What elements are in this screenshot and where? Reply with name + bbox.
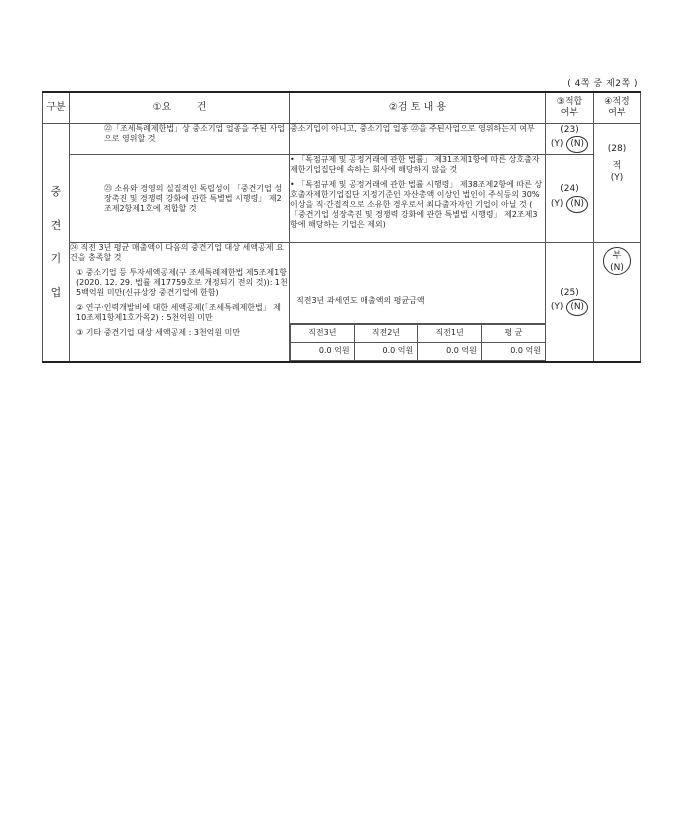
header-suitability-line1: ③적합 xyxy=(556,96,583,107)
requirement-24 xyxy=(70,243,290,362)
result-24-yes: (Y) xyxy=(550,198,564,209)
requirement-22: ㉒「조세특례제한법」상 중소기업 업종을 주된 사업으로 영위할 것 xyxy=(70,124,290,155)
review-22: 중소기업이 아니고, 중소기업 업종 ㉒을 주된사업으로 영위하는지 여부 xyxy=(290,124,546,155)
sales-value-3y: 0.0 억원 xyxy=(291,342,355,360)
requirement-24-title: ㉔ 직전 3년 평균 매출액이 다음의 중견기업 대상 세액공제 요건을 충족할 것 xyxy=(70,243,284,262)
category-char-4: 업 xyxy=(50,286,62,299)
review-23-item-1: • 「독점규제 및 공정거래에 관한 법률」 제31조제1항에 따른 상호출자제한기업집단에 속하는 회사에 해당하지 않을 것 xyxy=(290,155,540,174)
adequacy-bottom xyxy=(594,243,641,362)
result-23-yes: (Y) xyxy=(550,139,564,149)
result-23-no-circled: (N) xyxy=(566,136,588,153)
header-category: 구분 xyxy=(43,92,70,124)
requirement-23: ㉓ 소유와 경영의 실질적인 독립성이 「중견기업 성장촉진 및 경쟁력 강화에 관한 특별법 시행령」 제2조제2항제1호에 적합할 것 xyxy=(70,155,290,243)
sales-value-avg: 0.0 억원 xyxy=(481,342,545,360)
sales-col-3y: 직전3년 xyxy=(291,324,355,342)
result-23 xyxy=(546,124,594,155)
requirement-24-item-3: ③ 기타 중견기업 대상 세액공제 : 3천억원 미만 xyxy=(76,328,241,337)
sales-average-table xyxy=(290,324,545,361)
sales-col-avg: 평 균 xyxy=(481,324,545,342)
midsize-enterprise-review-table xyxy=(42,91,641,363)
sales-value-1y: 0.0 억원 xyxy=(418,342,482,360)
sales-col-1y: 직전1년 xyxy=(418,324,482,342)
result-23-number: (23) xyxy=(560,124,579,135)
adequacy-inappropriate-circled xyxy=(603,247,631,275)
sales-col-2y: 직전2년 xyxy=(354,324,418,342)
review-24-title: 직전3년 과세연도 매출액의 평균금액 xyxy=(290,268,545,324)
category-char-1: 중 xyxy=(50,184,62,198)
result-24-no-circled: (N) xyxy=(566,196,588,213)
review-23-item-2: • 「독점규제 및 공정거래에 관한 법률 시행령」 제38조제2항에 따른 상호출자제한기업집단 지정기준인 자산총액 이상인 법인이 주식등의 30%이상을 직·간접적으로 소유한 경우로서 최다출자자인 기업이 아닐 것 ( 「중견기업 성장촉진 및 경쟁력 강화에 관한 특별법 시행령」 제2조제3항에 해당하는 기업은 제외) xyxy=(290,180,543,229)
header-requirements: ①요 건 xyxy=(70,92,290,124)
result-25-number: (25) xyxy=(560,287,579,298)
adequacy-appropriate-label: 적 xyxy=(612,161,622,172)
header-adequacy-line2: 여부 xyxy=(608,108,626,118)
adequacy-appropriate-value: (Y) xyxy=(610,172,624,183)
header-suitability-line2: 여부 xyxy=(560,108,579,118)
header-suitability xyxy=(546,92,594,124)
header-adequacy xyxy=(594,92,641,124)
adequacy-inappropriate-label: 부 xyxy=(612,251,622,261)
sales-value-2y: 0.0 억원 xyxy=(354,342,418,360)
category-char-3: 기 xyxy=(50,252,62,266)
header-review: ②검 토 내 용 xyxy=(290,92,546,124)
header-adequacy-line1: ④적정 xyxy=(604,96,630,107)
result-24-number: (24) xyxy=(560,184,579,195)
category-char-2: 견 xyxy=(50,218,62,232)
page-number-label: ( 4쪽 중 제2쪽 ) xyxy=(567,79,638,89)
result-25-yes: (Y) xyxy=(550,301,564,312)
requirement-24-item-1: ① 중소기업 등 투자세액공제(구 조세특례제한법 제5조제1항(2020. 12. 29. 법률 제17759호로 개정되기 전의 것)): 1천5백억원 미만(신규상장 중견기업에 한함) xyxy=(76,268,288,297)
adequacy-top xyxy=(594,124,641,243)
adequacy-number: (28) xyxy=(607,144,627,154)
review-24 xyxy=(290,243,546,362)
result-25 xyxy=(546,243,594,362)
result-24 xyxy=(546,155,594,243)
requirement-24-item-2: ② 연구·인력개발비에 대한 세액공제(「조세특례제한법」 제10조제1항제1호가목2) : 5천억원 미만 xyxy=(76,303,282,322)
result-25-no-circled: (N) xyxy=(566,299,588,316)
category-midsize-enterprise xyxy=(43,124,70,362)
adequacy-inappropriate-value: (N) xyxy=(610,263,624,273)
review-23 xyxy=(290,155,546,243)
